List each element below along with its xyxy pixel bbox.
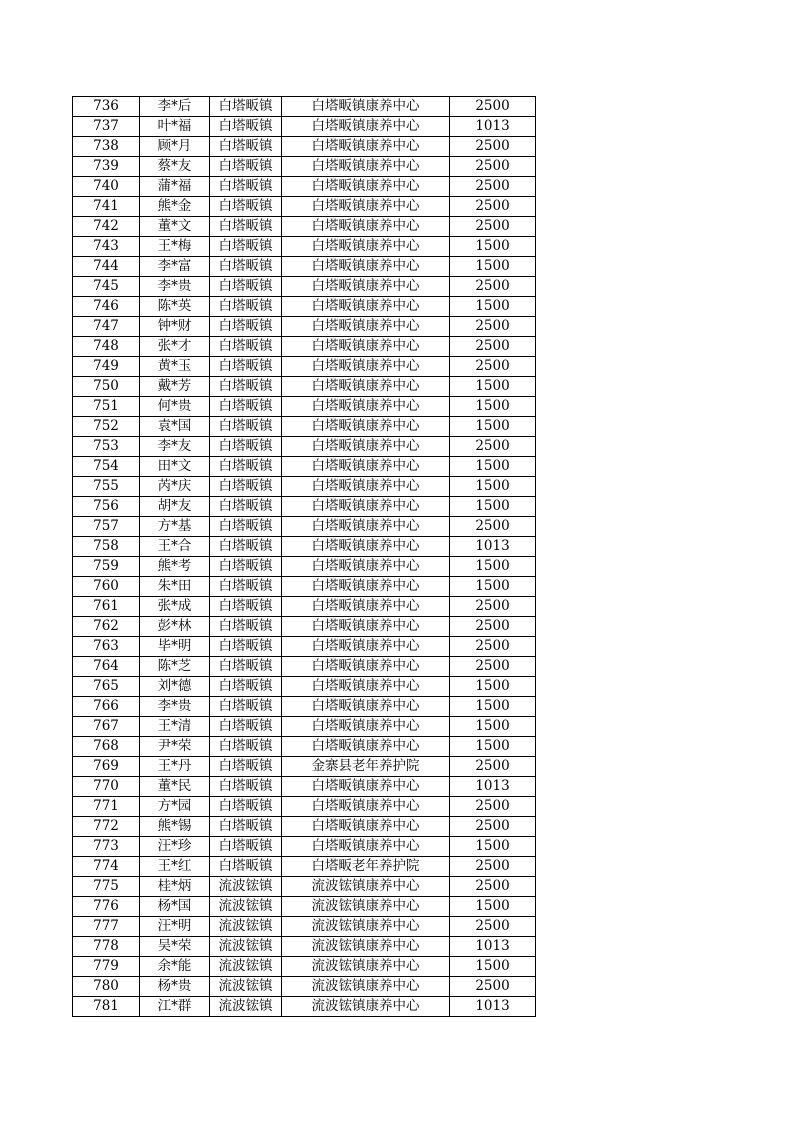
institution-cell: 白塔畈镇康养中心	[282, 637, 450, 657]
table-row	[73, 537, 536, 557]
row-number-cell: 777	[73, 917, 140, 937]
name-cell: 杨*国	[140, 897, 210, 917]
name-cell: 吴*荣	[140, 937, 210, 957]
institution-cell: 白塔畈镇康养中心	[282, 417, 450, 437]
town-cell: 白塔畈镇	[210, 197, 282, 217]
town-cell: 白塔畈镇	[210, 577, 282, 597]
town-cell: 流波𬭎镇	[210, 957, 282, 977]
institution-cell: 金寨县老年养护院	[282, 757, 450, 777]
town-cell: 白塔畈镇	[210, 557, 282, 577]
institution-cell: 白塔畈镇康养中心	[282, 737, 450, 757]
amount-cell: 2500	[450, 597, 536, 617]
row-number-cell: 772	[73, 817, 140, 837]
row-number-cell: 736	[73, 97, 140, 117]
table-row	[73, 737, 536, 757]
name-cell: 王*丹	[140, 757, 210, 777]
institution-cell: 白塔畈镇康养中心	[282, 837, 450, 857]
table-row	[73, 697, 536, 717]
table-row	[73, 637, 536, 657]
town-cell: 白塔畈镇	[210, 177, 282, 197]
institution-cell: 白塔畈镇康养中心	[282, 557, 450, 577]
institution-cell: 白塔畈镇康养中心	[282, 297, 450, 317]
town-cell: 流波𬭎镇	[210, 997, 282, 1017]
institution-cell: 白塔畈镇康养中心	[282, 137, 450, 157]
institution-cell: 白塔畈镇康养中心	[282, 597, 450, 617]
row-number-cell: 747	[73, 317, 140, 337]
table-row	[73, 417, 536, 437]
table-row	[73, 677, 536, 697]
amount-cell: 1500	[450, 557, 536, 577]
town-cell: 白塔畈镇	[210, 157, 282, 177]
amount-cell: 2500	[450, 857, 536, 877]
row-number-cell: 770	[73, 777, 140, 797]
amount-cell: 2500	[450, 517, 536, 537]
town-cell: 流波𬭎镇	[210, 917, 282, 937]
name-cell: 董*民	[140, 777, 210, 797]
amount-cell: 2500	[450, 977, 536, 997]
table-row	[73, 297, 536, 317]
amount-cell: 1500	[450, 417, 536, 437]
row-number-cell: 748	[73, 337, 140, 357]
town-cell: 白塔畈镇	[210, 497, 282, 517]
institution-cell: 白塔畈镇康养中心	[282, 157, 450, 177]
name-cell: 余*能	[140, 957, 210, 977]
town-cell: 流波𬭎镇	[210, 937, 282, 957]
name-cell: 陈*英	[140, 297, 210, 317]
table-row	[73, 197, 536, 217]
town-cell: 白塔畈镇	[210, 637, 282, 657]
name-cell: 张*才	[140, 337, 210, 357]
town-cell: 白塔畈镇	[210, 297, 282, 317]
institution-cell: 白塔畈镇康养中心	[282, 397, 450, 417]
institution-cell: 流波𬭎镇康养中心	[282, 917, 450, 937]
row-number-cell: 767	[73, 717, 140, 737]
town-cell: 白塔畈镇	[210, 657, 282, 677]
town-cell: 白塔畈镇	[210, 737, 282, 757]
row-number-cell: 769	[73, 757, 140, 777]
table-row	[73, 857, 536, 877]
institution-cell: 流波𬭎镇康养中心	[282, 957, 450, 977]
town-cell: 白塔畈镇	[210, 677, 282, 697]
row-number-cell: 775	[73, 877, 140, 897]
institution-cell: 流波𬭎镇康养中心	[282, 897, 450, 917]
row-number-cell: 771	[73, 797, 140, 817]
amount-cell: 1500	[450, 497, 536, 517]
row-number-cell: 779	[73, 957, 140, 977]
row-number-cell: 764	[73, 657, 140, 677]
row-number-cell: 754	[73, 457, 140, 477]
town-cell: 白塔畈镇	[210, 797, 282, 817]
name-cell: 王*合	[140, 537, 210, 557]
row-number-cell: 741	[73, 197, 140, 217]
table-row	[73, 617, 536, 637]
institution-cell: 白塔畈镇康养中心	[282, 217, 450, 237]
amount-cell: 1013	[450, 117, 536, 137]
name-cell: 杨*贵	[140, 977, 210, 997]
row-number-cell: 752	[73, 417, 140, 437]
row-number-cell: 757	[73, 517, 140, 537]
town-cell: 白塔畈镇	[210, 357, 282, 377]
row-number-cell: 766	[73, 697, 140, 717]
amount-cell: 1500	[450, 677, 536, 697]
row-number-cell: 759	[73, 557, 140, 577]
table-row	[73, 877, 536, 897]
institution-cell: 白塔畈镇康养中心	[282, 197, 450, 217]
amount-cell: 2500	[450, 217, 536, 237]
town-cell: 白塔畈镇	[210, 537, 282, 557]
institution-cell: 流波𬭎镇康养中心	[282, 977, 450, 997]
amount-cell: 2500	[450, 917, 536, 937]
amount-cell: 1500	[450, 717, 536, 737]
institution-cell: 白塔畈镇康养中心	[282, 457, 450, 477]
institution-cell: 白塔畈镇康养中心	[282, 657, 450, 677]
row-number-cell: 760	[73, 577, 140, 597]
institution-cell: 白塔畈镇康养中心	[282, 497, 450, 517]
table-row	[73, 117, 536, 137]
amount-cell: 2500	[450, 437, 536, 457]
town-cell: 流波𬭎镇	[210, 977, 282, 997]
institution-cell: 白塔畈镇康养中心	[282, 97, 450, 117]
table-body	[73, 97, 536, 1017]
town-cell: 白塔畈镇	[210, 417, 282, 437]
town-cell: 白塔畈镇	[210, 817, 282, 837]
name-cell: 李*后	[140, 97, 210, 117]
institution-cell: 白塔畈镇康养中心	[282, 257, 450, 277]
table-row	[73, 217, 536, 237]
amount-cell: 1013	[450, 997, 536, 1017]
name-cell: 戴*芳	[140, 377, 210, 397]
town-cell: 流波𬭎镇	[210, 877, 282, 897]
town-cell: 白塔畈镇	[210, 757, 282, 777]
institution-cell: 白塔畈镇康养中心	[282, 177, 450, 197]
table-row	[73, 237, 536, 257]
name-cell: 李*贵	[140, 697, 210, 717]
town-cell: 白塔畈镇	[210, 397, 282, 417]
table-row	[73, 777, 536, 797]
town-cell: 白塔畈镇	[210, 597, 282, 617]
town-cell: 白塔畈镇	[210, 337, 282, 357]
name-cell: 李*贵	[140, 277, 210, 297]
amount-cell: 2500	[450, 357, 536, 377]
institution-cell: 白塔畈镇康养中心	[282, 357, 450, 377]
amount-cell: 2500	[450, 277, 536, 297]
table-row	[73, 957, 536, 977]
town-cell: 白塔畈镇	[210, 277, 282, 297]
name-cell: 熊*锡	[140, 817, 210, 837]
amount-cell: 2500	[450, 197, 536, 217]
row-number-cell: 744	[73, 257, 140, 277]
table-row	[73, 757, 536, 777]
town-cell: 流波𬭎镇	[210, 897, 282, 917]
row-number-cell: 781	[73, 997, 140, 1017]
amount-cell: 2500	[450, 617, 536, 637]
name-cell: 熊*金	[140, 197, 210, 217]
row-number-cell: 745	[73, 277, 140, 297]
town-cell: 白塔畈镇	[210, 117, 282, 137]
amount-cell: 1500	[450, 697, 536, 717]
amount-cell: 2500	[450, 877, 536, 897]
table-row	[73, 317, 536, 337]
name-cell: 毕*明	[140, 637, 210, 657]
row-number-cell: 768	[73, 737, 140, 757]
row-number-cell: 776	[73, 897, 140, 917]
amount-cell: 2500	[450, 757, 536, 777]
town-cell: 白塔畈镇	[210, 257, 282, 277]
row-number-cell: 737	[73, 117, 140, 137]
table-row	[73, 337, 536, 357]
town-cell: 白塔畈镇	[210, 97, 282, 117]
name-cell: 汪*明	[140, 917, 210, 937]
institution-cell: 白塔畈镇康养中心	[282, 337, 450, 357]
table-row	[73, 997, 536, 1017]
institution-cell: 白塔畈镇康养中心	[282, 377, 450, 397]
name-cell: 彭*林	[140, 617, 210, 637]
row-number-cell: 753	[73, 437, 140, 457]
row-number-cell: 750	[73, 377, 140, 397]
amount-cell: 2500	[450, 657, 536, 677]
name-cell: 何*贵	[140, 397, 210, 417]
institution-cell: 白塔畈镇康养中心	[282, 777, 450, 797]
amount-cell: 2500	[450, 317, 536, 337]
name-cell: 桂*炳	[140, 877, 210, 897]
institution-cell: 白塔畈镇康养中心	[282, 237, 450, 257]
name-cell: 张*成	[140, 597, 210, 617]
name-cell: 江*群	[140, 997, 210, 1017]
amount-cell: 2500	[450, 337, 536, 357]
row-number-cell: 739	[73, 157, 140, 177]
institution-cell: 白塔畈镇康养中心	[282, 277, 450, 297]
institution-cell: 白塔畈镇康养中心	[282, 817, 450, 837]
table-row	[73, 657, 536, 677]
table-row	[73, 717, 536, 737]
amount-cell: 1500	[450, 457, 536, 477]
name-cell: 刘*德	[140, 677, 210, 697]
town-cell: 白塔畈镇	[210, 217, 282, 237]
name-cell: 李*富	[140, 257, 210, 277]
table-row	[73, 177, 536, 197]
table-row	[73, 137, 536, 157]
amount-cell: 2500	[450, 797, 536, 817]
amount-cell: 1500	[450, 477, 536, 497]
amount-cell: 1500	[450, 377, 536, 397]
town-cell: 白塔畈镇	[210, 137, 282, 157]
amount-cell: 1013	[450, 937, 536, 957]
amount-cell: 1500	[450, 837, 536, 857]
name-cell: 袁*国	[140, 417, 210, 437]
name-cell: 胡*友	[140, 497, 210, 517]
row-number-cell: 749	[73, 357, 140, 377]
name-cell: 熊*考	[140, 557, 210, 577]
town-cell: 白塔畈镇	[210, 717, 282, 737]
amount-cell: 1013	[450, 777, 536, 797]
table-row	[73, 917, 536, 937]
table-row	[73, 97, 536, 117]
amount-cell: 1500	[450, 257, 536, 277]
amount-cell: 2500	[450, 137, 536, 157]
table-row	[73, 817, 536, 837]
amount-cell: 2500	[450, 637, 536, 657]
table-row	[73, 517, 536, 537]
table-row	[73, 357, 536, 377]
table-row	[73, 397, 536, 417]
amount-cell: 1013	[450, 537, 536, 557]
town-cell: 白塔畈镇	[210, 777, 282, 797]
row-number-cell: 761	[73, 597, 140, 617]
amount-cell: 1500	[450, 737, 536, 757]
row-number-cell: 778	[73, 937, 140, 957]
row-number-cell: 740	[73, 177, 140, 197]
institution-cell: 白塔畈镇康养中心	[282, 517, 450, 537]
name-cell: 田*文	[140, 457, 210, 477]
row-number-cell: 746	[73, 297, 140, 317]
institution-cell: 白塔畈镇康养中心	[282, 537, 450, 557]
table-row	[73, 157, 536, 177]
row-number-cell: 780	[73, 977, 140, 997]
row-number-cell: 742	[73, 217, 140, 237]
name-cell: 方*园	[140, 797, 210, 817]
table-row	[73, 977, 536, 997]
institution-cell: 白塔畈镇康养中心	[282, 317, 450, 337]
name-cell: 黄*玉	[140, 357, 210, 377]
name-cell: 蔡*友	[140, 157, 210, 177]
name-cell: 蒲*福	[140, 177, 210, 197]
amount-cell: 1500	[450, 237, 536, 257]
data-table	[72, 96, 536, 1017]
name-cell: 陈*芝	[140, 657, 210, 677]
table-row	[73, 257, 536, 277]
name-cell: 方*基	[140, 517, 210, 537]
amount-cell: 1500	[450, 577, 536, 597]
town-cell: 白塔畈镇	[210, 457, 282, 477]
name-cell: 芮*庆	[140, 477, 210, 497]
amount-cell: 2500	[450, 177, 536, 197]
amount-cell: 2500	[450, 157, 536, 177]
institution-cell: 流波𬭎镇康养中心	[282, 877, 450, 897]
row-number-cell: 773	[73, 837, 140, 857]
table-row	[73, 797, 536, 817]
institution-cell: 白塔畈镇康养中心	[282, 677, 450, 697]
table-row	[73, 497, 536, 517]
institution-cell: 流波𬭎镇康养中心	[282, 997, 450, 1017]
institution-cell: 白塔畈镇康养中心	[282, 437, 450, 457]
amount-cell: 1500	[450, 897, 536, 917]
name-cell: 尹*荣	[140, 737, 210, 757]
amount-cell: 2500	[450, 97, 536, 117]
row-number-cell: 743	[73, 237, 140, 257]
town-cell: 白塔畈镇	[210, 237, 282, 257]
town-cell: 白塔畈镇	[210, 377, 282, 397]
amount-cell: 2500	[450, 817, 536, 837]
institution-cell: 白塔畈镇康养中心	[282, 697, 450, 717]
row-number-cell: 765	[73, 677, 140, 697]
table-row	[73, 897, 536, 917]
amount-cell: 1500	[450, 297, 536, 317]
table-row	[73, 597, 536, 617]
table-row	[73, 937, 536, 957]
name-cell: 钟*财	[140, 317, 210, 337]
town-cell: 白塔畈镇	[210, 617, 282, 637]
town-cell: 白塔畈镇	[210, 837, 282, 857]
town-cell: 白塔畈镇	[210, 517, 282, 537]
institution-cell: 白塔畈镇康养中心	[282, 617, 450, 637]
row-number-cell: 738	[73, 137, 140, 157]
table-row	[73, 477, 536, 497]
town-cell: 白塔畈镇	[210, 697, 282, 717]
town-cell: 白塔畈镇	[210, 437, 282, 457]
name-cell: 汪*珍	[140, 837, 210, 857]
table-row	[73, 577, 536, 597]
name-cell: 王*清	[140, 717, 210, 737]
table-row	[73, 277, 536, 297]
table-row	[73, 377, 536, 397]
institution-cell: 白塔畈镇康养中心	[282, 477, 450, 497]
table-row	[73, 457, 536, 477]
table-row	[73, 557, 536, 577]
name-cell: 朱*田	[140, 577, 210, 597]
amount-cell: 1500	[450, 957, 536, 977]
row-number-cell: 755	[73, 477, 140, 497]
town-cell: 白塔畈镇	[210, 857, 282, 877]
name-cell: 董*文	[140, 217, 210, 237]
name-cell: 顾*月	[140, 137, 210, 157]
row-number-cell: 763	[73, 637, 140, 657]
name-cell: 王*红	[140, 857, 210, 877]
row-number-cell: 774	[73, 857, 140, 877]
row-number-cell: 756	[73, 497, 140, 517]
name-cell: 叶*福	[140, 117, 210, 137]
institution-cell: 白塔畈镇康养中心	[282, 797, 450, 817]
institution-cell: 流波𬭎镇康养中心	[282, 937, 450, 957]
name-cell: 李*友	[140, 437, 210, 457]
institution-cell: 白塔畈镇康养中心	[282, 717, 450, 737]
institution-cell: 白塔畈镇康养中心	[282, 117, 450, 137]
institution-cell: 白塔畈老年养护院	[282, 857, 450, 877]
town-cell: 白塔畈镇	[210, 317, 282, 337]
table-row	[73, 837, 536, 857]
name-cell: 王*梅	[140, 237, 210, 257]
institution-cell: 白塔畈镇康养中心	[282, 577, 450, 597]
town-cell: 白塔畈镇	[210, 477, 282, 497]
amount-cell: 1500	[450, 397, 536, 417]
row-number-cell: 751	[73, 397, 140, 417]
row-number-cell: 762	[73, 617, 140, 637]
table-row	[73, 437, 536, 457]
row-number-cell: 758	[73, 537, 140, 557]
